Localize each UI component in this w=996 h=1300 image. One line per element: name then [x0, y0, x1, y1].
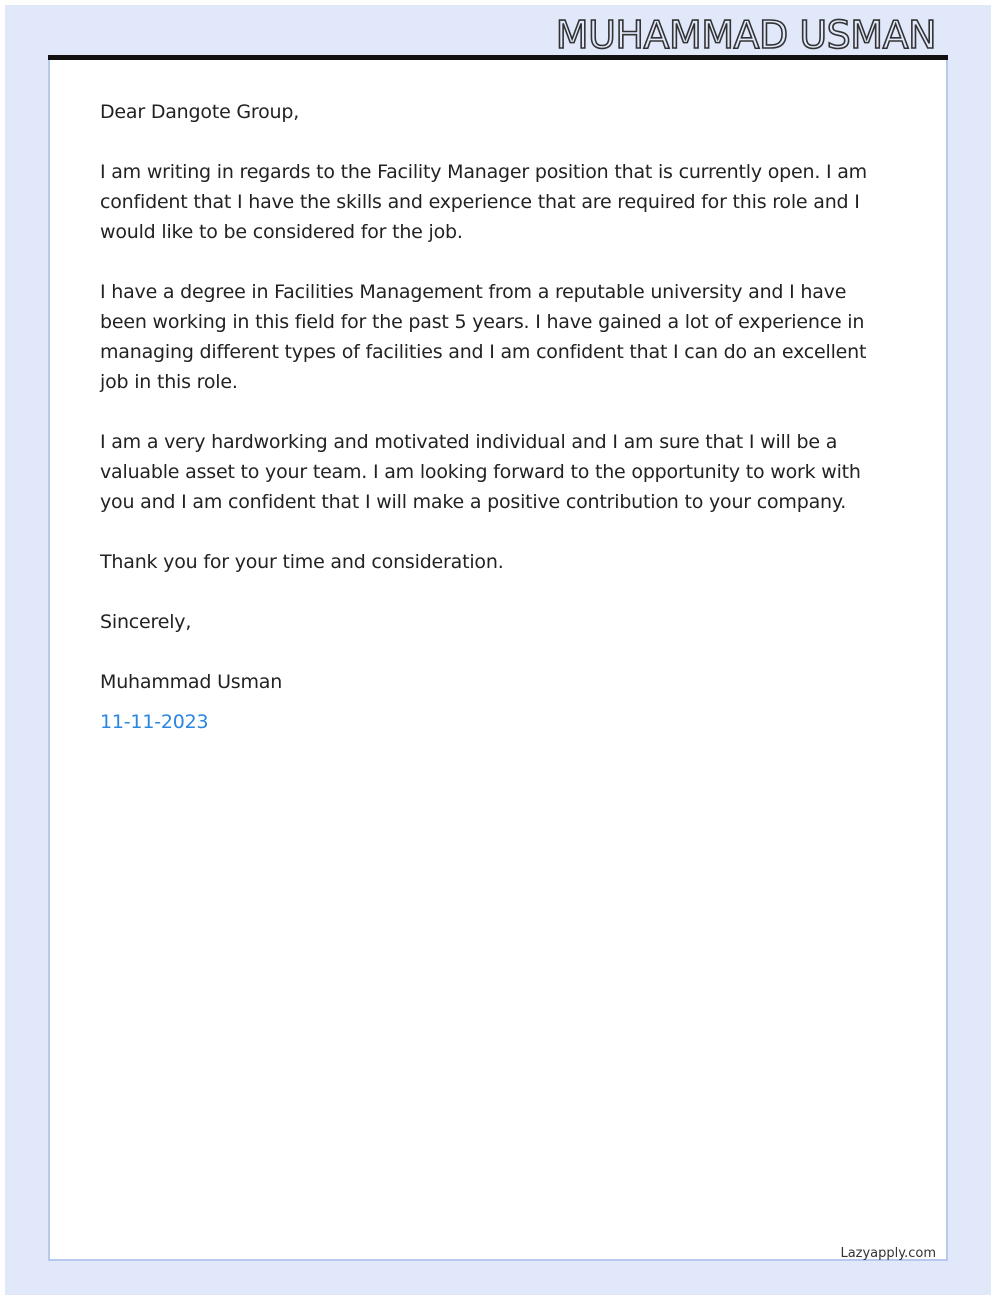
applicant-name-header: MUHAMMAD USMAN	[555, 13, 936, 57]
cover-letter-body	[100, 97, 890, 767]
letter-closing: Sincerely,	[100, 611, 192, 633]
letter-paragraph: I have a degree in Facilities Management from a reputable university and I have been working in this field for the past 5 years. I have gained a lot of experience in managing different types of facilities and I am confident that I can do an excellent job in this role.	[100, 281, 867, 393]
letter-paragraph: Thank you for your time and consideration.	[100, 551, 504, 573]
letter-paragraph: I am writing in regards to the Facility Manager position that is currently open. I am confident that I have the skills and experience that are required for this role and I would like to be considered for the job.	[100, 161, 867, 243]
letter-greeting: Dear Dangote Group,	[100, 101, 300, 123]
footer-brand: Lazyapply.com	[840, 1246, 936, 1261]
letter-signature: Muhammad Usman	[100, 671, 283, 693]
letter-date: 11-11-2023	[100, 711, 209, 733]
letter-paragraph: I am a very hardworking and motivated individual and I am sure that I will be a valuable asset to your team. I am looking forward to the opportunity to work with you and I am confident that I will make a positive contribution to your company.	[100, 431, 861, 513]
